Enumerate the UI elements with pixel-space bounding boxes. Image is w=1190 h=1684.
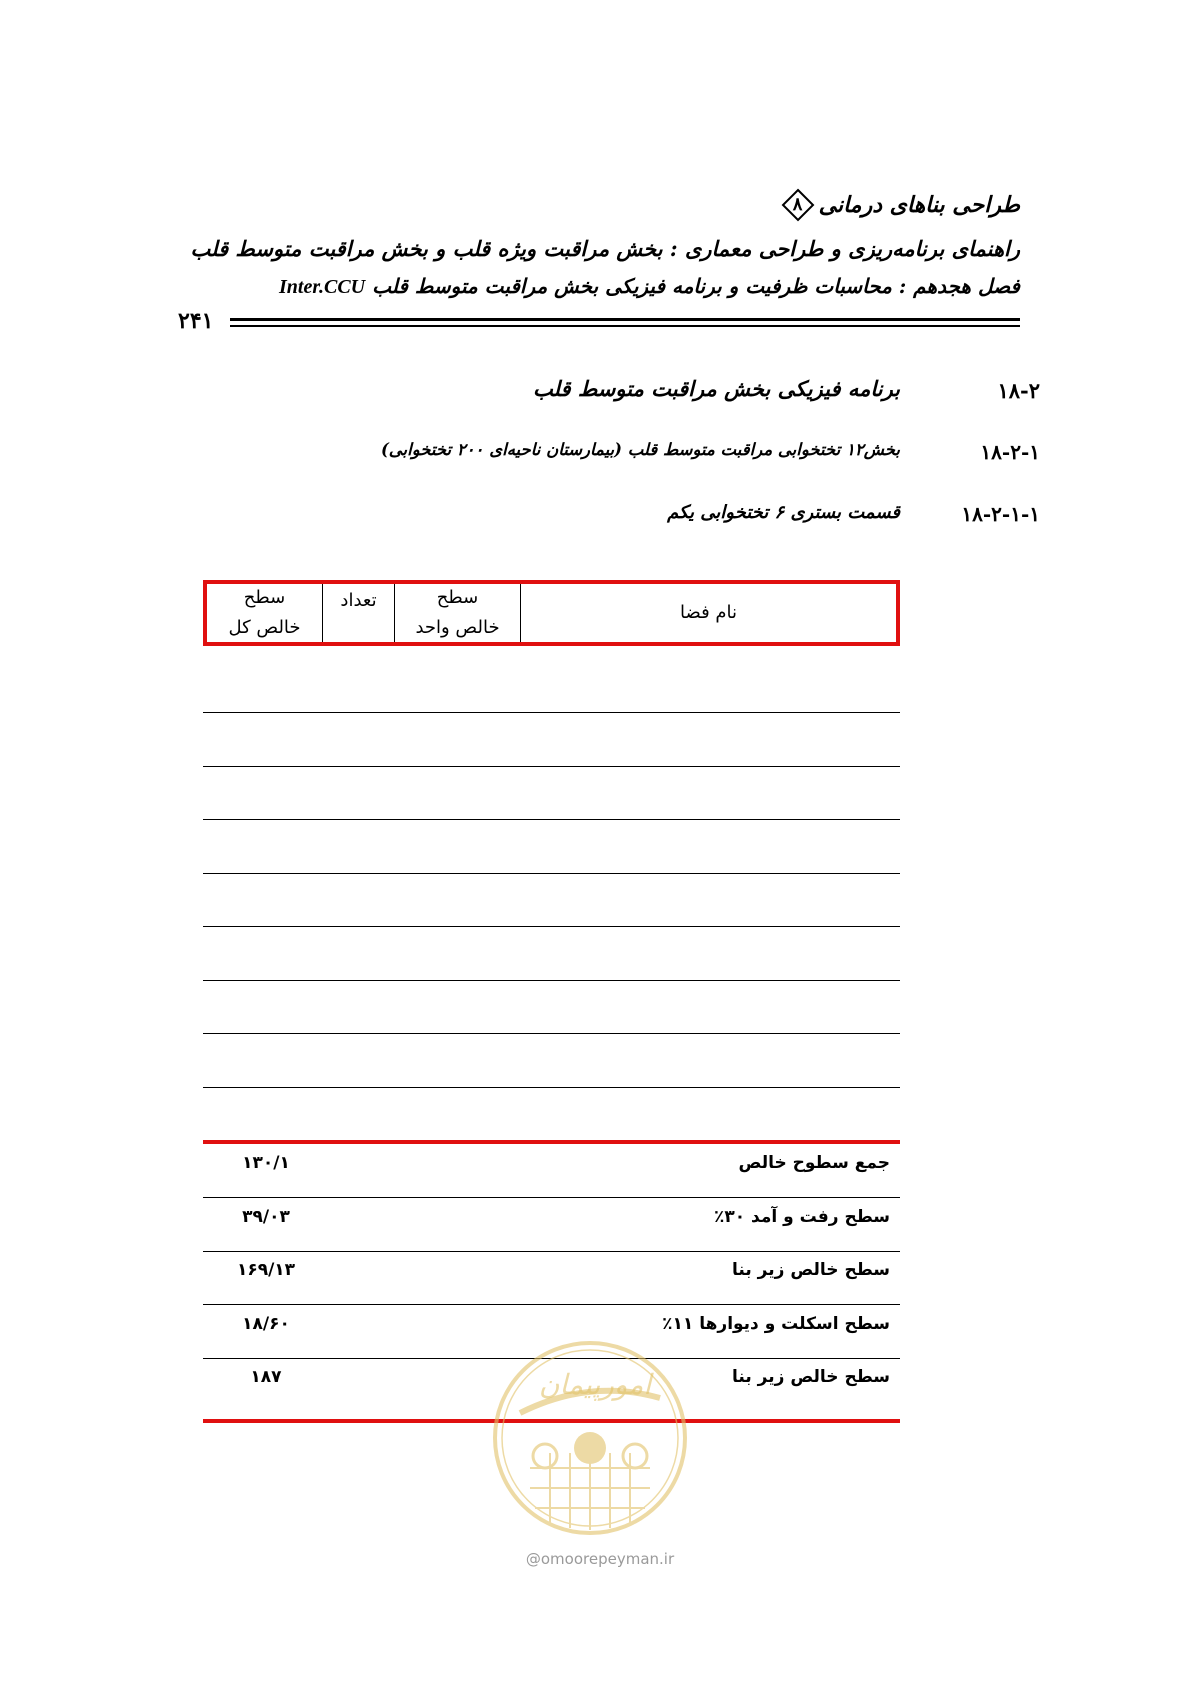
page-number: ۲۴۱	[178, 308, 214, 334]
summary-label: جمع سطوح خالص	[738, 1153, 890, 1173]
summary-row-divider	[203, 1304, 900, 1305]
header-total-area	[207, 584, 322, 642]
summary-row-divider	[203, 1197, 900, 1198]
table-row-divider	[203, 1087, 900, 1088]
table-row-divider	[203, 1033, 900, 1034]
header-total-area-line1: سطح	[243, 587, 286, 608]
header-space-name-text: نام فضا	[679, 602, 738, 623]
table-row-divider	[203, 926, 900, 927]
table-header	[203, 580, 900, 646]
guide-title: راهنمای برنامه‌ریزی و طراحی معماری : بخش مراقبت ویژه قلب و بخش مراقبت متوسط قلب	[190, 236, 1020, 261]
header-space-name	[520, 584, 896, 642]
section-number-3: ۱۸-۲-۱-۱	[961, 502, 1040, 526]
table-row-divider	[203, 980, 900, 981]
chapter-title-text: فصل هجدهم : محاسبات ظرفیت و برنامه فیزیکی بخش مراقبت متوسط قلب	[372, 274, 1020, 298]
book-title-text: طراحی بناهای درمانی	[818, 192, 1020, 218]
header-unit-area	[394, 584, 520, 642]
watermark-logo-text: امورپیمان	[538, 1368, 652, 1401]
section-title-1: برنامه فیزیکی بخش مراقبت متوسط قلب	[532, 376, 900, 401]
summary-label: سطح اسکلت و دیوارها ۱۱٪	[662, 1314, 890, 1334]
summary-label: سطح خالص زیر بنا	[732, 1367, 890, 1387]
header-rule-thick	[230, 318, 1020, 321]
summary-value: ۳۹/۰۳	[242, 1207, 290, 1227]
section-title-2: بخش۱۲ تختخوابی مراقبت متوسط قلب (بیمارستان ناحیه‌ای ۲۰۰ تختخوابی)	[380, 440, 900, 459]
summary-label: سطح خالص زیر بنا	[732, 1260, 890, 1280]
book-title	[781, 188, 1020, 222]
header-rule-thin	[230, 325, 1020, 327]
section-number-1: ۱۸-۲	[997, 378, 1040, 403]
header-count-text: تعداد	[340, 590, 377, 611]
summary-value: ۱۸/۶۰	[242, 1314, 290, 1334]
header-total-area-line2: خالص کل	[228, 617, 301, 638]
table-row-divider	[203, 766, 900, 767]
header-count	[322, 584, 394, 642]
summary-top-rule	[203, 1140, 900, 1144]
summary-label: سطح رفت و آمد ۳۰٪	[713, 1207, 890, 1227]
watermark-url: @omoorepeyman.ir	[525, 1550, 675, 1568]
chapter-title-latin: Inter.CCU	[278, 276, 366, 298]
volume-number-badge	[781, 188, 815, 222]
chapter-title	[279, 274, 1020, 299]
table-row-divider	[203, 819, 900, 820]
table-row-divider	[203, 712, 900, 713]
summary-value: ۱۸۷	[250, 1367, 282, 1387]
header-unit-area-line2: خالص واحد	[415, 617, 500, 638]
summary-value: ۱۳۰/۱	[242, 1153, 290, 1173]
summary-value: ۱۶۹/۱۳	[236, 1260, 296, 1280]
section-title-3: قسمت بستری ۶ تختخوابی یکم	[667, 502, 900, 523]
table-row-divider	[203, 873, 900, 874]
section-number-2: ۱۸-۲-۱	[980, 440, 1040, 464]
summary-row-divider	[203, 1251, 900, 1252]
header-unit-area-line1: سطح	[436, 587, 479, 608]
volume-number: ۸	[792, 194, 803, 215]
